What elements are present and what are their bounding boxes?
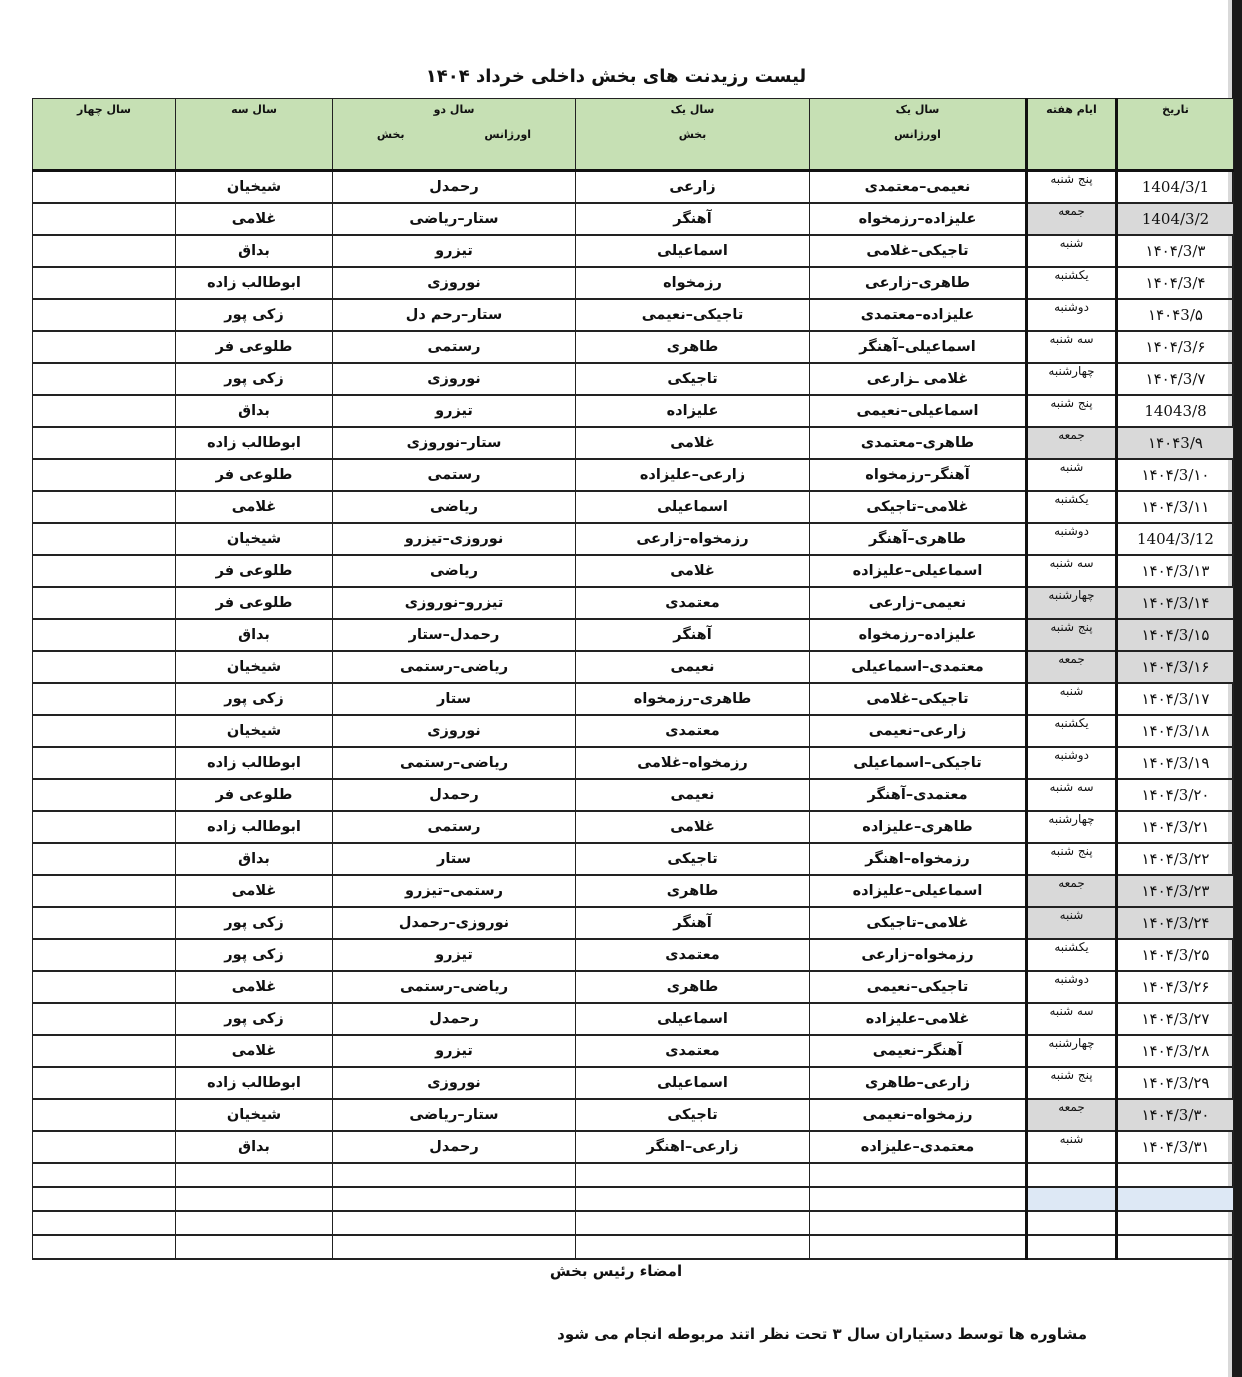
row-year1-er: آهنگر–رزمخواه: [810, 459, 1027, 491]
row-year1-er: علیزاده–رزمخواه: [810, 203, 1027, 235]
row-year4: [33, 907, 176, 939]
header-day: ایام هفته: [1027, 99, 1117, 171]
row-date: ۱۴۰۴/3/۱۴: [1117, 587, 1234, 619]
row-day: دوشنبه: [1027, 299, 1117, 331]
row-year1-er: معتمدی–علیزاده: [810, 1131, 1027, 1163]
row-day: شنبه: [1027, 907, 1117, 939]
row-year2: نوروزی–تیزرو: [333, 523, 576, 555]
row-year3: ابوطالب زاده: [176, 267, 333, 299]
row-date: ۱۴۰۴/3/۲۳: [1117, 875, 1234, 907]
row-year1-ward: اسماعیلی: [576, 235, 810, 267]
row-day: یکشنبه: [1027, 715, 1117, 747]
row-year2: تیزرو: [333, 235, 576, 267]
row-year3: طلوعی فر: [176, 555, 333, 587]
header-year1-ward: سال یک بخش: [576, 99, 810, 171]
row-year2: ستار–ریاضی: [333, 203, 576, 235]
empty-cell: [576, 1235, 810, 1259]
empty-row: [33, 1163, 1234, 1187]
row-date: ۱۴۰۴/3/۱۶: [1117, 651, 1234, 683]
row-date: 1404/3/2: [1117, 203, 1234, 235]
table-row: [33, 907, 1234, 939]
row-year4: [33, 619, 176, 651]
row-date: ۱۴۰۴/3/۶: [1117, 331, 1234, 363]
row-year4: [33, 747, 176, 779]
row-year1-ward: معتمدی: [576, 1035, 810, 1067]
row-year3: زکی پور: [176, 1003, 333, 1035]
row-year1-ward: تاجیکی–نعیمی: [576, 299, 810, 331]
header-year3: سال سه: [176, 99, 333, 171]
empty-cell: [33, 1187, 176, 1211]
row-date: ۱۴۰۴/3/۱۰: [1117, 459, 1234, 491]
empty-cell: [33, 1163, 176, 1187]
empty-cell: [576, 1211, 810, 1235]
row-date: ۱۴۰۴/3/۱۹: [1117, 747, 1234, 779]
row-year1-er: علیزاده–معتمدی: [810, 299, 1027, 331]
row-date: ۱۴۰۴/3/۲۱: [1117, 811, 1234, 843]
row-date: 1404/3/12: [1117, 523, 1234, 555]
row-year3: طلوعی فر: [176, 331, 333, 363]
row-year2: رحمدل: [333, 779, 576, 811]
row-year1-ward: اسماعیلی: [576, 491, 810, 523]
row-year2: تیزرو: [333, 395, 576, 427]
row-year3: طلوعی فر: [176, 587, 333, 619]
row-year2: ستار–ریاضی: [333, 1099, 576, 1131]
row-date: ۱۴۰۴/3/۱۸: [1117, 715, 1234, 747]
row-year1-ward: غلامی: [576, 811, 810, 843]
table-row: [33, 619, 1234, 651]
row-year3: شیخیان: [176, 1099, 333, 1131]
row-year4: [33, 203, 176, 235]
row-year3: غلامی: [176, 875, 333, 907]
row-year4: [33, 939, 176, 971]
row-year1-er: اسماعیلی–علیزاده: [810, 875, 1027, 907]
row-year2: نوروزی: [333, 363, 576, 395]
row-year3: طلوعی فر: [176, 459, 333, 491]
row-year4: [33, 267, 176, 299]
row-year3: غلامی: [176, 491, 333, 523]
row-date: ۱۴۰۴/3/۳۰: [1117, 1099, 1234, 1131]
row-year1-ward: زارعی–علیزاده: [576, 459, 810, 491]
row-year2: رحمدل–ستار: [333, 619, 576, 651]
row-year3: شیخیان: [176, 171, 333, 204]
row-day: جمعه: [1027, 651, 1117, 683]
row-year1-er: تاجیکی–غلامی: [810, 235, 1027, 267]
header-date: تاریخ: [1117, 99, 1234, 171]
empty-cell: [333, 1163, 576, 1187]
row-year2: نوروزی–رحمدل: [333, 907, 576, 939]
row-year3: بداق: [176, 235, 333, 267]
row-day: سه شنبه: [1027, 1003, 1117, 1035]
empty-cell: [176, 1187, 333, 1211]
row-day: دوشنبه: [1027, 971, 1117, 1003]
row-year1-ward: غلامی: [576, 427, 810, 459]
resident-roster-table: [32, 98, 1234, 1260]
row-year3: زکی پور: [176, 363, 333, 395]
table-row: [33, 971, 1234, 1003]
empty-cell: [810, 1163, 1027, 1187]
row-year3: زکی پور: [176, 907, 333, 939]
row-year1-ward: غلامی: [576, 555, 810, 587]
row-day: چهارشنبه: [1027, 1035, 1117, 1067]
row-date: ۱۴۰۴/3/۱۷: [1117, 683, 1234, 715]
row-day: سه شنبه: [1027, 555, 1117, 587]
row-year4: [33, 779, 176, 811]
row-year1-er: رزمخواه–نعیمی: [810, 1099, 1027, 1131]
row-year3: بداق: [176, 843, 333, 875]
row-year1-ward: رزمخواه–غلامی: [576, 747, 810, 779]
row-year2: ستار–رحم دل: [333, 299, 576, 331]
row-year1-ward: اسماعیلی: [576, 1067, 810, 1099]
row-year3: زکی پور: [176, 939, 333, 971]
row-year1-ward: زارعی: [576, 171, 810, 204]
row-date: 14043/8: [1117, 395, 1234, 427]
empty-cell: [1027, 1163, 1117, 1187]
table-row: [33, 203, 1234, 235]
row-year1-ward: نعیمی: [576, 651, 810, 683]
empty-row: [33, 1211, 1234, 1235]
row-year1-ward: رزمخواه: [576, 267, 810, 299]
row-year4: [33, 555, 176, 587]
table-row: [33, 587, 1234, 619]
row-year2: رحمدل: [333, 1003, 576, 1035]
row-year4: [33, 1067, 176, 1099]
roster-body: [33, 171, 1234, 1260]
row-year3: بداق: [176, 619, 333, 651]
row-year3: بداق: [176, 395, 333, 427]
row-day: جمعه: [1027, 875, 1117, 907]
row-year3: ابوطالب زاده: [176, 811, 333, 843]
row-day: شنبه: [1027, 235, 1117, 267]
row-day: شنبه: [1027, 683, 1117, 715]
row-day: پنج شنبه: [1027, 171, 1117, 204]
row-year3: شیخیان: [176, 651, 333, 683]
row-year1-er: رزمخواه–زارعی: [810, 939, 1027, 971]
row-year1-er: اسماعیلی–علیزاده: [810, 555, 1027, 587]
row-date: ۱۴۰۴/3/۱۵: [1117, 619, 1234, 651]
row-year1-ward: طاهری: [576, 875, 810, 907]
empty-cell: [1117, 1235, 1234, 1259]
table-row: [33, 811, 1234, 843]
row-date: ۱۴۰۴/3/۲۶: [1117, 971, 1234, 1003]
department-head-signature: امضاء رئیس بخش: [549, 1262, 683, 1280]
table-row: [33, 1131, 1234, 1163]
row-year1-er: معتمدی–آهنگر: [810, 779, 1027, 811]
row-year2: نوروزی: [333, 1067, 576, 1099]
row-year1-ward: تاجیکی: [576, 363, 810, 395]
row-year2: ریاضی–رستمی: [333, 747, 576, 779]
row-year1-er: اسماعیلی–آهنگر: [810, 331, 1027, 363]
row-day: دوشنبه: [1027, 523, 1117, 555]
empty-cell: [333, 1187, 576, 1211]
row-year4: [33, 875, 176, 907]
table-row: [33, 523, 1234, 555]
row-year3: طلوعی فر: [176, 779, 333, 811]
row-year1-ward: آهنگر: [576, 907, 810, 939]
row-day: دوشنبه: [1027, 747, 1117, 779]
row-year2: رستمی: [333, 331, 576, 363]
table-row: [33, 555, 1234, 587]
row-year1-er: غلامی–تاجیکی: [810, 491, 1027, 523]
row-year1-er: طاهری–آهنگر: [810, 523, 1027, 555]
row-year2: رستمی–تیزرو: [333, 875, 576, 907]
row-year1-er: غلامی–تاجیکی: [810, 907, 1027, 939]
row-year4: [33, 811, 176, 843]
row-year2: نوروزی: [333, 715, 576, 747]
row-year1-er: زارعی–نعیمی: [810, 715, 1027, 747]
row-year3: ابوطالب زاده: [176, 1067, 333, 1099]
row-year2: تیزرو–نوروزی: [333, 587, 576, 619]
empty-cell: [176, 1211, 333, 1235]
row-year1-ward: تاجیکی: [576, 1099, 810, 1131]
row-year1-er: نعیمی–معتمدی: [810, 171, 1027, 204]
row-day: جمعه: [1027, 1099, 1117, 1131]
row-day: جمعه: [1027, 203, 1117, 235]
row-year3: بداق: [176, 1131, 333, 1163]
row-year2: ریاضی: [333, 491, 576, 523]
row-date: ۱۴۰۴3/۹: [1117, 427, 1234, 459]
header-year2: سال دو اورژانس بخش: [333, 99, 576, 171]
table-row: [33, 235, 1234, 267]
empty-cell: [1117, 1211, 1234, 1235]
empty-cell: [810, 1211, 1027, 1235]
table-row: [33, 299, 1234, 331]
row-date: ۱۴۰۴/3/۲۰: [1117, 779, 1234, 811]
row-date: ۱۴۰۴/3/۴: [1117, 267, 1234, 299]
row-year4: [33, 843, 176, 875]
row-year4: [33, 1099, 176, 1131]
row-year1-ward: زارعی–اهنگر: [576, 1131, 810, 1163]
table-row: [33, 491, 1234, 523]
empty-cell: [1027, 1235, 1117, 1259]
empty-cell: [333, 1211, 576, 1235]
empty-cell: [810, 1235, 1027, 1259]
row-year3: شیخیان: [176, 523, 333, 555]
consultation-note: مشاوره ها توسط دستیاران سال ۳ تحت نظر اتند مربوطه انجام می شود: [557, 1325, 1087, 1343]
row-day: پنج شنبه: [1027, 395, 1117, 427]
row-year3: زکی پور: [176, 299, 333, 331]
row-year1-ward: معتمدی: [576, 715, 810, 747]
row-year1-er: تاجیکی–اسماعیلی: [810, 747, 1027, 779]
row-year1-ward: آهنگر: [576, 203, 810, 235]
header-year1-er: سال یک اورژانس: [810, 99, 1027, 171]
row-year3: ابوطالب زاده: [176, 427, 333, 459]
row-year1-ward: معتمدی: [576, 587, 810, 619]
table-row: [33, 1099, 1234, 1131]
row-year3: غلامی: [176, 971, 333, 1003]
row-year3: زکی پور: [176, 683, 333, 715]
empty-cell: [576, 1187, 810, 1211]
table-row: [33, 427, 1234, 459]
row-year4: [33, 331, 176, 363]
row-year4: [33, 587, 176, 619]
row-year4: [33, 1003, 176, 1035]
header-row: [33, 99, 1234, 171]
header-year4: سال چهار: [33, 99, 176, 171]
empty-cell: [33, 1235, 176, 1259]
row-year1-er: رزمخواه–اهنگر: [810, 843, 1027, 875]
table-row: [33, 651, 1234, 683]
row-year2: ستار: [333, 843, 576, 875]
row-date: 1404/3/1: [1117, 171, 1234, 204]
row-year2: رحمدل: [333, 171, 576, 204]
row-date: ۱۴۰۴/3/۲۴: [1117, 907, 1234, 939]
row-date: ۱۴۰۴/3/۲۷: [1117, 1003, 1234, 1035]
row-year4: [33, 715, 176, 747]
row-year4: [33, 683, 176, 715]
row-day: یکشنبه: [1027, 939, 1117, 971]
row-day: چهارشنبه: [1027, 587, 1117, 619]
table-row: [33, 779, 1234, 811]
row-year4: [33, 491, 176, 523]
row-year1-ward: علیزاده: [576, 395, 810, 427]
row-date: ۱۴۰۴/3/۳: [1117, 235, 1234, 267]
row-year4: [33, 1035, 176, 1067]
row-year2: نوروزی: [333, 267, 576, 299]
row-year1-er: طاهری–زارعی: [810, 267, 1027, 299]
row-year1-ward: آهنگر: [576, 619, 810, 651]
row-day: شنبه: [1027, 459, 1117, 491]
row-year1-er: تاجیکی–غلامی: [810, 683, 1027, 715]
table-row: [33, 1035, 1234, 1067]
table-row: [33, 1067, 1234, 1099]
row-year1-ward: رزمخواه–زارعی: [576, 523, 810, 555]
table-row: [33, 683, 1234, 715]
row-year2: رحمدل: [333, 1131, 576, 1163]
empty-cell: [576, 1163, 810, 1187]
row-day: یکشنبه: [1027, 267, 1117, 299]
empty-cell: [333, 1235, 576, 1259]
row-day: چهارشنبه: [1027, 363, 1117, 395]
row-year1-ward: اسماعیلی: [576, 1003, 810, 1035]
header-year2-ward: بخش: [376, 128, 405, 141]
row-year1-ward: تاجیکی: [576, 843, 810, 875]
empty-cell: [176, 1163, 333, 1187]
row-year1-er: زارعی–طاهری: [810, 1067, 1027, 1099]
row-year1-er: نعیمی–زارعی: [810, 587, 1027, 619]
row-year1-ward: طاهری–رزمخواه: [576, 683, 810, 715]
row-date: ۱۴۰۴/3/۷: [1117, 363, 1234, 395]
row-day: پنج شنبه: [1027, 619, 1117, 651]
table-row: [33, 267, 1234, 299]
empty-row: [33, 1235, 1234, 1259]
row-year1-er: اسماعیلی–نعیمی: [810, 395, 1027, 427]
row-date: ۱۴۰۴/3/۳۱: [1117, 1131, 1234, 1163]
row-year4: [33, 363, 176, 395]
page-title: لیست رزیدنت های بخش داخلی خرداد ۱۴۰۴: [425, 66, 807, 87]
empty-cell: [1027, 1187, 1117, 1211]
row-year2: ستار–نوروزی: [333, 427, 576, 459]
empty-cell: [810, 1187, 1027, 1211]
row-year4: [33, 427, 176, 459]
row-day: شنبه: [1027, 1131, 1117, 1163]
row-date: ۱۴۰۴/3/۱۳: [1117, 555, 1234, 587]
table-row: [33, 395, 1234, 427]
row-date: ۱۴۰۴3/۵: [1117, 299, 1234, 331]
row-date: ۱۴۰۴/3/۲۲: [1117, 843, 1234, 875]
row-day: سه شنبه: [1027, 331, 1117, 363]
row-date: ۱۴۰۴/3/۲۸: [1117, 1035, 1234, 1067]
row-year1-er: غلامی ـزارعی: [810, 363, 1027, 395]
row-year2: ریاضی–رستمی: [333, 971, 576, 1003]
table-row: [33, 939, 1234, 971]
row-year3: غلامی: [176, 1035, 333, 1067]
row-date: ۱۴۰۴/3/۱۱: [1117, 491, 1234, 523]
row-year4: [33, 651, 176, 683]
row-year1-ward: طاهری: [576, 331, 810, 363]
row-year4: [33, 299, 176, 331]
row-year3: ابوطالب زاده: [176, 747, 333, 779]
header-year2-er: اورژانس: [484, 128, 532, 141]
table-row: [33, 843, 1234, 875]
row-year2: تیزرو: [333, 939, 576, 971]
row-year2: تیزرو: [333, 1035, 576, 1067]
row-day: سه شنبه: [1027, 779, 1117, 811]
row-year2: ریاضی–رستمی: [333, 651, 576, 683]
empty-cell: [1117, 1163, 1234, 1187]
row-year1-er: آهنگر–نعیمی: [810, 1035, 1027, 1067]
row-year1-er: علیزاده–رزمخواه: [810, 619, 1027, 651]
table-row: [33, 715, 1234, 747]
row-year4: [33, 171, 176, 204]
empty-row: [33, 1187, 1234, 1211]
row-year4: [33, 395, 176, 427]
row-year2: ستار: [333, 683, 576, 715]
row-year3: شیخیان: [176, 715, 333, 747]
row-year1-ward: طاهری: [576, 971, 810, 1003]
row-year4: [33, 971, 176, 1003]
table-row: [33, 331, 1234, 363]
row-year1-er: غلامی–علیزاده: [810, 1003, 1027, 1035]
table-row: [33, 171, 1234, 204]
row-year1-er: طاهری–معتمدی: [810, 427, 1027, 459]
empty-cell: [1027, 1211, 1117, 1235]
row-year1-ward: معتمدی: [576, 939, 810, 971]
row-year4: [33, 459, 176, 491]
row-year4: [33, 523, 176, 555]
row-year1-er: طاهری–علیزاده: [810, 811, 1027, 843]
empty-cell: [33, 1211, 176, 1235]
row-day: چهارشنبه: [1027, 811, 1117, 843]
row-date: ۱۴۰۴/3/۲۵: [1117, 939, 1234, 971]
table-row: [33, 747, 1234, 779]
row-year4: [33, 1131, 176, 1163]
table-row: [33, 459, 1234, 491]
row-year1-er: معتمدی–اسماعیلی: [810, 651, 1027, 683]
table-row: [33, 363, 1234, 395]
row-day: پنج شنبه: [1027, 1067, 1117, 1099]
table-row: [33, 1003, 1234, 1035]
table-row: [33, 875, 1234, 907]
row-year4: [33, 235, 176, 267]
row-day: پنج شنبه: [1027, 843, 1117, 875]
row-year3: غلامی: [176, 203, 333, 235]
empty-cell: [176, 1235, 333, 1259]
row-year1-er: تاجیکی–نعیمی: [810, 971, 1027, 1003]
row-year2: رستمی: [333, 459, 576, 491]
row-date: ۱۴۰۴/3/۲۹: [1117, 1067, 1234, 1099]
row-year1-ward: نعیمی: [576, 779, 810, 811]
row-year2: رستمی: [333, 811, 576, 843]
empty-cell: [1117, 1187, 1234, 1211]
row-day: یکشنبه: [1027, 491, 1117, 523]
row-day: جمعه: [1027, 427, 1117, 459]
row-year2: ریاضی: [333, 555, 576, 587]
